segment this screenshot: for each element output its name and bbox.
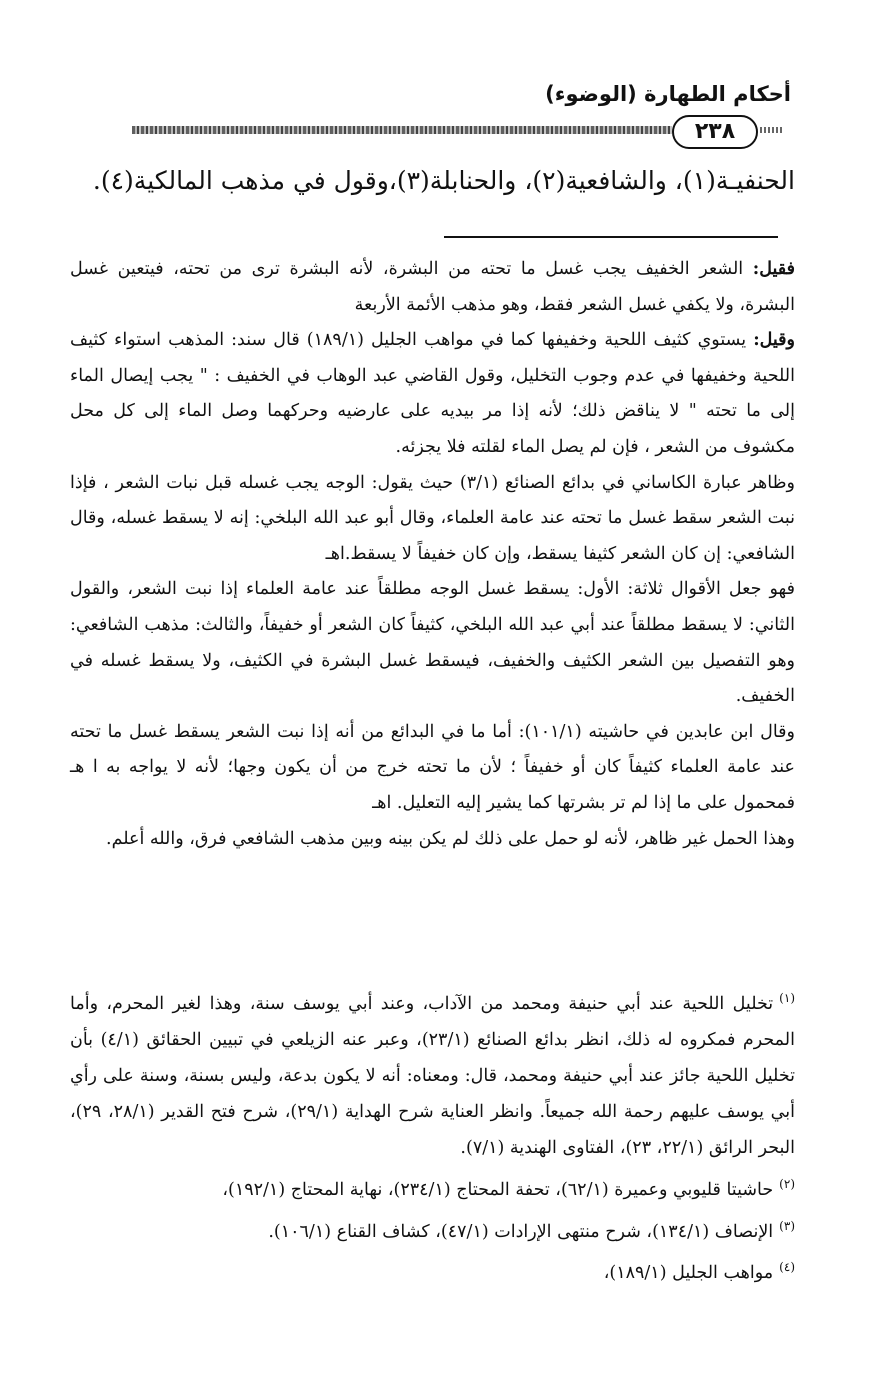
footnote-4: [70, 1249, 795, 1291]
main-text-line: الحنفيـة(١)، والشافعية(٢)، والحنابلة(٣)،وقول في مذهب المالكية(٤).: [92, 166, 795, 195]
footnote-divider: [444, 236, 778, 238]
running-header-title: أحكام الطهارة (الوضوء): [545, 82, 791, 106]
footnote-text: تخليل اللحية عند أبي حنيفة ومحمد من الآداب، وعند أبي يوسف سنة، وهذا لغير المحرم، وأما المحرم فمكروه له ذلك، انظر بدائع الصنائع (٢٣/١)، وعبر عنه الزيلعي في تبيين الحقائق (٤/١) بأن تخليل اللحية جائز عند أبي حنيفة ومحمد، قال: ومعناه: أنه لا يكون بدعة، وليس بسنة، وسنة على رأي أبي يوسف عليهم رحمة الله جميعاً. وانظر العناية شرح الهداية (٢٩/١)، شرح فتح القدير (٢٨/١، ٢٩)، البحر الرائق (٢٢/١، ٢٣)، الفتاوى الهندية (٧/١).: [70, 993, 795, 1158]
note-paragraph: [70, 323, 795, 465]
header-rule-end: [760, 127, 784, 133]
footnote-mark: (٤): [779, 1260, 795, 1275]
note-text: وظاهر عبارة الكاساني في بدائع الصنائع (٣/١) حيث يقول: الوجه يجب غسله قبل نبات الشعر ، فإذا نبت الشعر سقط غسل ما تحته عند عامة العلماء، وقال أبو عبد الله البلخي: إنه لا يسقط غسله، وقال الشافعي: إن كان الشعر كثيفا يسقط، وإن كان خفيفاً لا يسقط.اهـ: [70, 472, 795, 564]
note-text: وقال ابن عابدين في حاشيته (١٠١/١): أما ما في البدائع من أنه إذا نبت الشعر يسقط غسل ما تحته عند عامة العلماء كثيفاً كان أو خفيفاً ؛ لأن ما تحته خرج من أن يكون وجها؛ لأنه لا يواجه به ا هـ فمحمول على ما إذا لم تر بشرتها كما يشير إليه التعليل. اهـ: [70, 721, 795, 813]
footnote-1: [70, 980, 795, 1166]
note-paragraphs: [70, 252, 795, 857]
page-number: ٢٣٨: [672, 115, 758, 149]
note-label: وقيل:: [753, 330, 795, 351]
note-text: الشعر الخفيف يجب غسل ما تحته من البشرة، لأنه البشرة ترى من تحته، فيتعين غسل البشرة، ولا يكفي غسل الشعر فقط، وهو مذهب الأئمة الأربعة: [70, 259, 795, 315]
note-paragraph: [70, 822, 795, 858]
note-label: فقيل:: [752, 259, 795, 279]
main-text: [75, 160, 795, 216]
footnote-2: [70, 1166, 795, 1208]
footnote-mark: (٣): [779, 1218, 795, 1233]
footnotes: [70, 980, 795, 1291]
note-text: وهذا الحمل غير ظاهر، لأنه لو حمل على ذلك لم يكن بينه وبين مذهب الشافعي فرق، والله أعلم.: [106, 828, 795, 849]
footnote-text: مواهب الجليل (١٨٩/١)،: [603, 1263, 774, 1284]
note-text: فهو جعل الأقوال ثلاثة: الأول: يسقط غسل الوجه مطلقاً عند عامة العلماء إذا نبت الشعر، والقول الثاني: لا يسقط مطلقاً عند أبي عبد الله البلخي، كثيفاً كان الشعر أو خفيفاً، والثالث: مذهب الشافعي: وهو التفصيل بين الشعر الكثيف والخفيف، فيسقط غسل البشرة في الكثيف، ولا يسقط غسله في الخفيف.: [70, 579, 795, 707]
footnote-mark: (٢): [779, 1176, 795, 1191]
header-rule: [132, 126, 672, 134]
note-paragraph: [70, 572, 795, 714]
note-paragraph: [70, 466, 795, 573]
footnote-text: الإنصاف (١٣٤/١)، شرح منتهى الإرادات (٤٧/١)، كشاف القناع (١٠٦/١).: [268, 1221, 774, 1242]
note-text: يستوي كثيف اللحية وخفيفها كما في مواهب الجليل (١٨٩/١) قال سند: المذهب استواء كثيف اللحية وخفيفها في عدم وجوب التخليل، وقول القاضي عبد الوهاب في الخفيف : " يجب إيصال الماء إلى ما تحته " لا يناقض ذلك؛ لأنه إذا مر بيديه على عارضيه وحركهما وصل الماء إلى كل محل مكشوف من الشعر ، فإن لم يصل الماء لقلته فلا يجزئه.: [70, 330, 795, 457]
footnote-text: حاشيتا قليوبي وعميرة (٦٢/١)، تحفة المحتاج (٢٣٤/١)، نهاية المحتاج (١٩٢/١)،: [222, 1179, 774, 1200]
note-paragraph: [70, 715, 795, 822]
note-paragraph: [70, 252, 795, 323]
footnote-mark: (١): [779, 991, 795, 1005]
footnote-3: [70, 1208, 795, 1250]
